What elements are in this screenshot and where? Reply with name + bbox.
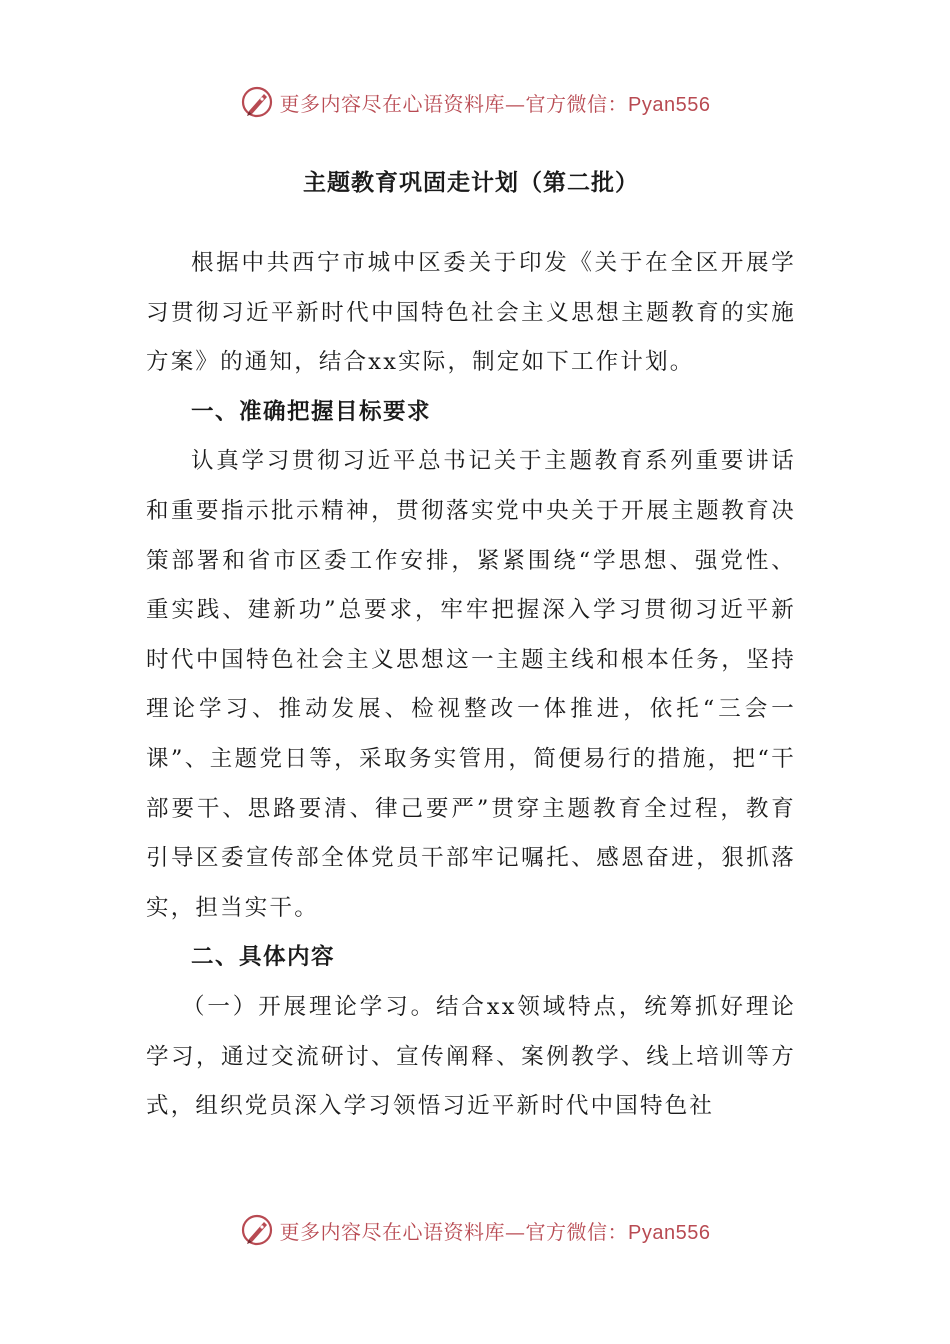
header-watermark-banner xyxy=(0,80,950,124)
section-1-paragraph: 认真学习贯彻习近平总书记关于主题教育系列重要讲话和重要指示批示精神，贯彻落实党中央关于开展主题教育决策部署和省市区委工作安排，紧紧围绕“学思想、强党性、重实践、建新功”总要求，牢牢把握深入学习贯彻习近平新时代中国特色社会主义思想这一主题主线和根本任务，坚持理论学习、推动发展、检视整改一体推进，依托“三会一课”、主题党日等，采取务实管用，简便易行的措施，把“干部要干、思路要清、律己要严”贯穿主题教育全过程，教育引导区委宣传部全体党员干部牢记嘱托、感恩奋进，狠抓落实，担当实干。 xyxy=(146,448,796,921)
section-heading-1: 一、准确把握目标要求 xyxy=(191,398,432,425)
section-2-paragraph: （一）开展理论学习。结合xx领域特点，统筹抓好理论学习，通过交流研讨、宣传阐释、案例教学、线上培训等方式，组织党员深入学习领悟习近平新时代中国特色社 xyxy=(146,993,796,1120)
intro-paragraph: 根据中共西宁市城中区委关于印发《关于在全区开展学习贯彻习近平新时代中国特色社会主义思想主题教育的实施方案》的通知，结合xx实际，制定如下工作计划。 xyxy=(146,250,796,376)
header-banner-text: 更多内容尽在心语资料库—官方微信：Pyan556 xyxy=(279,91,711,116)
footer-banner-text: 更多内容尽在心语资料库—官方微信：Pyan556 xyxy=(279,1219,711,1244)
pen-nib-logo-icon xyxy=(240,1213,274,1247)
document-body xyxy=(146,168,796,1132)
document-title: 主题教育巩固走计划（第二批） xyxy=(303,170,639,196)
footer-watermark-banner xyxy=(0,1208,950,1252)
section-heading-2: 二、具体内容 xyxy=(191,944,336,971)
pen-nib-logo-icon xyxy=(240,85,274,119)
